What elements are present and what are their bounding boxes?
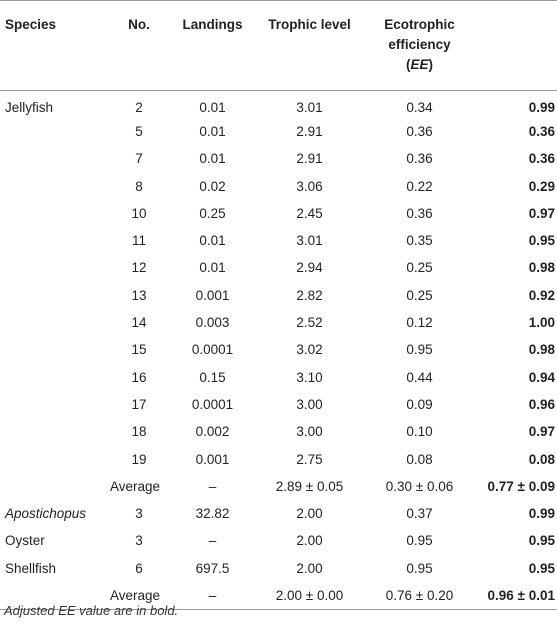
cell-no: 5 xyxy=(135,123,143,139)
cell-no: 2 xyxy=(135,99,143,115)
cell-trophic-level: 3.00 xyxy=(296,424,323,440)
cell-no: 16 xyxy=(131,369,147,385)
cell-species xyxy=(0,172,108,199)
cell-ee: 0.22 xyxy=(406,178,433,194)
cell-trophic-level: 2.91 xyxy=(296,123,323,139)
cell-landings: 0.25 xyxy=(199,205,226,221)
average-label: Average xyxy=(109,478,160,494)
cell-landings: 697.5 xyxy=(195,560,230,576)
header-no: No. xyxy=(128,17,150,32)
table-row xyxy=(0,91,557,118)
cell-species xyxy=(0,445,108,472)
cell-ee: 0.36 xyxy=(406,123,433,139)
cell-no: 17 xyxy=(131,396,147,412)
header-ee-line2: efficiency xyxy=(388,37,451,52)
cell-adjusted-ee: 0.36 xyxy=(528,151,555,167)
cell-trophic-level: 2.00 xyxy=(296,533,323,549)
cell-ee: 0.95 xyxy=(406,560,433,576)
cell-landings: 0.01 xyxy=(199,151,226,167)
cell-ee: 0.30 ± 0.06 xyxy=(385,478,454,494)
cell-landings: – xyxy=(208,478,217,494)
cell-trophic-level: 2.89 ± 0.05 xyxy=(275,478,344,494)
cell-landings: – xyxy=(208,533,217,549)
cell-adjusted-ee: 1.00 xyxy=(528,315,555,331)
cell-no: 8 xyxy=(135,178,143,194)
cell-species: Jellyfish xyxy=(5,99,54,115)
table-row xyxy=(0,418,557,445)
cell-adjusted-ee: 0.29 xyxy=(528,178,555,194)
cell-adjusted-ee: 0.96 xyxy=(528,396,555,412)
cell-adjusted-ee: 0.99 xyxy=(528,506,555,522)
cell-no: 10 xyxy=(131,205,147,221)
cell-adjusted-ee: 0.98 xyxy=(528,342,555,358)
cell-no: 19 xyxy=(131,451,147,467)
cell-trophic-level: 3.06 xyxy=(296,178,323,194)
cell-ee: 0.25 xyxy=(406,260,433,276)
cell-trophic-level: 2.45 xyxy=(296,205,323,221)
cell-landings: 0.01 xyxy=(199,99,226,115)
cell-landings: 0.002 xyxy=(195,424,230,440)
table-row xyxy=(0,145,557,172)
cell-ee: 0.34 xyxy=(406,99,433,115)
cell-species: Oyster xyxy=(5,533,45,549)
header-trophic-level: Trophic level xyxy=(268,17,351,32)
cell-species xyxy=(0,473,108,500)
cell-no: 11 xyxy=(131,233,146,249)
header-ee-line1: Ecotrophic xyxy=(384,17,455,32)
table-row xyxy=(0,445,557,472)
table-row xyxy=(0,527,557,554)
cell-trophic-level: 2.00 ± 0.00 xyxy=(255,582,364,609)
header-ecotrophic-efficiency xyxy=(364,1,475,91)
cell-ee: 0.95 xyxy=(406,533,433,549)
cell-adjusted-ee: 0.97 xyxy=(528,424,555,440)
average-row xyxy=(0,473,557,500)
cell-trophic-level: 3.10 xyxy=(296,369,323,385)
cell-no: 7 xyxy=(135,151,143,167)
cell-landings: 0.02 xyxy=(199,178,226,194)
cell-species xyxy=(0,118,108,145)
table-row xyxy=(0,363,557,390)
cell-ee: 0.36 xyxy=(406,151,433,167)
cell-adjusted-ee: 0.96 ± 0.01 xyxy=(475,582,557,609)
cell-trophic-level: 2.00 xyxy=(296,506,323,522)
cell-species xyxy=(0,227,108,254)
cell-landings: 0.15 xyxy=(199,369,226,385)
cell-adjusted-ee: 0.77 ± 0.09 xyxy=(487,478,555,494)
cell-ee: 0.95 xyxy=(406,342,433,358)
header-species: Species xyxy=(5,17,57,32)
cell-trophic-level: 2.94 xyxy=(296,260,323,276)
cell-adjusted-ee: 0.94 xyxy=(528,369,555,385)
cell-trophic-level: 3.01 xyxy=(296,233,323,249)
cell-ee: 0.37 xyxy=(406,506,433,522)
cell-species xyxy=(0,309,108,336)
cell-no: 6 xyxy=(135,560,143,576)
table-body xyxy=(0,91,557,610)
cell-trophic-level: 3.00 xyxy=(296,396,323,412)
cell-adjusted-ee: 0.36 xyxy=(528,123,555,139)
cell-adjusted-ee: 0.99 xyxy=(528,99,555,115)
cell-species xyxy=(0,336,108,363)
cell-trophic-level: 3.01 xyxy=(296,99,323,115)
cell-no: 15 xyxy=(131,342,147,358)
table-footnote: Adjusted EE value are in bold. xyxy=(4,603,179,618)
table-row xyxy=(0,118,557,145)
cell-species xyxy=(0,363,108,390)
cell-trophic-level: 2.82 xyxy=(296,287,323,303)
cell-species-text: Apostichopus xyxy=(5,506,87,522)
cell-ee: 0.44 xyxy=(406,369,433,385)
cell-species xyxy=(0,254,108,281)
cell-species xyxy=(0,391,108,418)
cell-adjusted-ee: 0.95 xyxy=(528,533,555,549)
cell-trophic-level: 2.00 xyxy=(296,560,323,576)
cell-no: 18 xyxy=(131,424,147,440)
cell-landings: 0.0001 xyxy=(191,342,234,358)
cell-ee: 0.35 xyxy=(406,233,433,249)
cell-no: 12 xyxy=(131,260,147,276)
cell-landings: 0.01 xyxy=(199,123,226,139)
cell-no: 14 xyxy=(131,315,147,331)
cell-landings: 0.003 xyxy=(195,315,230,331)
cell-species: Shellfish xyxy=(5,560,57,576)
cell-landings: 32.82 xyxy=(195,506,230,522)
average-label: Average xyxy=(108,582,170,609)
cell-trophic-level: 2.75 xyxy=(296,451,323,467)
table-row xyxy=(0,282,557,309)
cell-landings: 0.01 xyxy=(199,233,226,249)
table-row xyxy=(0,500,557,527)
table-row xyxy=(0,555,557,582)
cell-landings: 0.0001 xyxy=(191,396,234,412)
table-row xyxy=(0,227,557,254)
cell-ee: 0.09 xyxy=(406,396,433,412)
cell-ee: 0.36 xyxy=(406,205,433,221)
cell-landings: 0.001 xyxy=(195,451,230,467)
cell-adjusted-ee: 0.92 xyxy=(528,287,555,303)
cell-landings: – xyxy=(170,582,255,609)
header-landings: Landings xyxy=(182,17,243,32)
cell-landings: 0.01 xyxy=(199,260,226,276)
cell-species xyxy=(0,200,108,227)
cell-species xyxy=(0,145,108,172)
cell-trophic-level: 3.02 xyxy=(296,342,323,358)
cell-adjusted-ee: 0.08 xyxy=(528,451,555,467)
table-row xyxy=(0,391,557,418)
cell-adjusted-ee: 0.95 xyxy=(528,560,555,576)
cell-adjusted-ee: 0.98 xyxy=(528,260,555,276)
cell-species xyxy=(0,418,108,445)
cell-ee: 0.12 xyxy=(406,315,433,331)
table-row xyxy=(0,336,557,363)
cell-trophic-level: 2.52 xyxy=(296,315,323,331)
cell-no: 3 xyxy=(135,533,143,549)
table-row xyxy=(0,172,557,199)
cell-ee: 0.10 xyxy=(406,424,433,440)
cell-trophic-level: 2.91 xyxy=(296,151,323,167)
cell-species xyxy=(0,500,108,527)
cell-species xyxy=(0,282,108,309)
cell-landings: 0.001 xyxy=(195,287,230,303)
cell-ee: 0.08 xyxy=(406,451,433,467)
header-ee-line3: (EE) xyxy=(405,57,433,72)
cell-no: 3 xyxy=(135,506,143,522)
cell-no: 13 xyxy=(131,287,147,303)
cell-adjusted-ee: 0.95 xyxy=(528,233,555,249)
table-row xyxy=(0,309,557,336)
cell-ee: 0.76 ± 0.20 xyxy=(364,582,475,609)
header-adjusted xyxy=(475,1,557,91)
cell-adjusted-ee: 0.97 xyxy=(528,205,555,221)
table-row xyxy=(0,200,557,227)
header-row xyxy=(0,1,557,91)
cell-ee: 0.25 xyxy=(406,287,433,303)
table-row xyxy=(0,254,557,281)
